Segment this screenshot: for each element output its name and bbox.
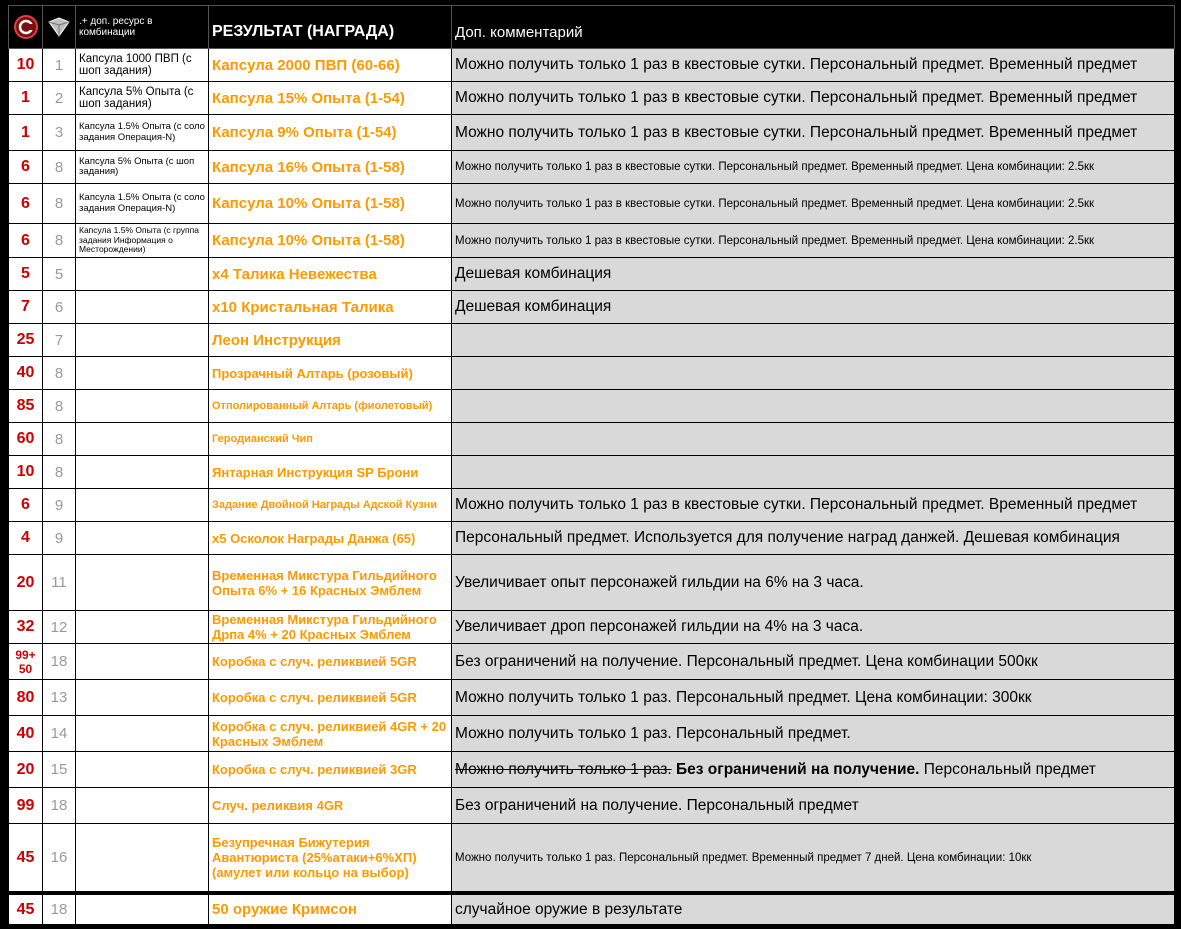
comment: Можно получить только 1 раз в квестовые сутки. Персональный предмет. Временный предмет xyxy=(452,115,1175,151)
result-item: Задание Двойной Награды Адской Кузни xyxy=(209,489,452,522)
extra-resource: Капсула 5% Опыта (с шоп задания) xyxy=(76,82,209,115)
comment: Персональный предмет. Используется для получение наград данжей. Дешевая комбинация xyxy=(452,522,1175,555)
result-item: Капсула 15% Опыта (1-54) xyxy=(209,82,452,115)
crimson-count: 40 xyxy=(9,716,43,752)
result-item: 50 оружие Кримсон xyxy=(209,895,452,925)
table-row xyxy=(9,716,1175,752)
comment: Без ограничений на получение. Персональный предмет. Цена комбинации 500кк xyxy=(452,644,1175,680)
table-row xyxy=(9,224,1175,258)
crimson-count: 99 xyxy=(9,788,43,824)
crystal-count: 7 xyxy=(43,324,76,357)
crimson-count: 20 xyxy=(9,752,43,788)
comment: Дешевая комбинация xyxy=(452,291,1175,324)
result-item: x5 Осколок Награды Данжа (65) xyxy=(209,522,452,555)
extra-resource xyxy=(76,456,209,489)
comment: Можно получить только 1 раз. Персональный предмет. xyxy=(452,716,1175,752)
crimson-count: 6 xyxy=(9,224,43,258)
extra-resource xyxy=(76,423,209,456)
result-item: Янтарная Инструкция SP Брони xyxy=(209,456,452,489)
extra-resource xyxy=(76,752,209,788)
result-item: Капсула 2000 ПВП (60-66) xyxy=(209,49,452,82)
extra-resource xyxy=(76,644,209,680)
extra-resource xyxy=(76,258,209,291)
table-row xyxy=(9,680,1175,716)
crimson-count-main: 99+ xyxy=(15,647,36,662)
comment-bold: Без ограничений на получение. xyxy=(671,760,920,778)
extra-resource xyxy=(76,357,209,390)
crystal-count: 14 xyxy=(43,716,76,752)
crimson-count: 60 xyxy=(9,423,43,456)
result-item: Временная Микстура Гильдийного Опыта 6% + 16 Красных Эмблем xyxy=(209,555,452,611)
extra-resource xyxy=(76,716,209,752)
crimson-count: 6 xyxy=(9,151,43,184)
crimson-count: 25 xyxy=(9,324,43,357)
crimson-count-extra: 50 xyxy=(18,661,33,676)
table-row xyxy=(9,555,1175,611)
table-row xyxy=(9,82,1175,115)
result-item: Капсула 10% Опыта (1-58) xyxy=(209,224,452,258)
header-row xyxy=(9,6,1175,49)
crimson-count: 45 xyxy=(9,824,43,892)
table-row xyxy=(9,324,1175,357)
crystal-count: 16 xyxy=(43,824,76,892)
header-comment: Доп. комментарий xyxy=(452,6,1175,49)
table-row xyxy=(9,895,1175,925)
header-crimson-cell xyxy=(9,6,43,49)
extra-resource: Капсула 1.5% Опыта (с соло задания Операция-N) xyxy=(76,115,209,151)
result-item: x10 Кристальная Талика xyxy=(209,291,452,324)
table-row xyxy=(9,423,1175,456)
crystal-count: 1 xyxy=(43,49,76,82)
comment: Без ограничений на получение. Персональный предмет xyxy=(452,788,1175,824)
header-crystal-cell xyxy=(43,6,76,49)
result-item: Коробка с случ. реликвией 4GR + 20 Красных Эмблем xyxy=(209,716,452,752)
crystal-count: 15 xyxy=(43,752,76,788)
extra-resource xyxy=(76,291,209,324)
comment-rest: Персональный предмет xyxy=(919,760,1096,778)
comment: Увеличивает дроп персонажей гильдии на 4% на 3 часа. xyxy=(452,611,1175,644)
table-row xyxy=(9,788,1175,824)
crimson-count: 1 xyxy=(9,82,43,115)
extra-resource: Капсула 1000 ПВП (с шоп задания) xyxy=(76,49,209,82)
extra-resource xyxy=(76,824,209,892)
table-row xyxy=(9,611,1175,644)
extra-resource xyxy=(76,555,209,611)
table-row xyxy=(9,456,1175,489)
crystal-count: 3 xyxy=(43,115,76,151)
extra-resource: Капсула 1.5% Опыта (с соло задания Операция-N) xyxy=(76,184,209,224)
crimson-count: 7 xyxy=(9,291,43,324)
table-row xyxy=(9,115,1175,151)
comment: Можно получить только 1 раз в квестовые сутки. Персональный предмет. Временный предмет xyxy=(452,49,1175,82)
header-result: РЕЗУЛЬТАТ (НАГРАДА) xyxy=(209,6,452,49)
crystal-count: 18 xyxy=(43,895,76,925)
crystal-count: 11 xyxy=(43,555,76,611)
extra-resource xyxy=(76,680,209,716)
crystal-count: 8 xyxy=(43,456,76,489)
extra-resource xyxy=(76,895,209,925)
comment: Увеличивает опыт персонажей гильдии на 6% на 3 часа. xyxy=(452,555,1175,611)
crimson-count: 4 xyxy=(9,522,43,555)
crimson-count: 20 xyxy=(9,555,43,611)
result-item: Капсула 10% Опыта (1-58) xyxy=(209,184,452,224)
crystal-count: 8 xyxy=(43,357,76,390)
extra-resource: Капсула 5% Опыта (с шоп задания) xyxy=(76,151,209,184)
combination-table xyxy=(8,5,1175,925)
table-row xyxy=(9,824,1175,892)
result-item: Прозрачный Алтарь (розовый) xyxy=(209,357,452,390)
comment xyxy=(452,752,1175,788)
crystal-count: 8 xyxy=(43,390,76,423)
crimson-count: 40 xyxy=(9,357,43,390)
crystal-count: 8 xyxy=(43,184,76,224)
table-row xyxy=(9,489,1175,522)
comment: Дешевая комбинация xyxy=(452,258,1175,291)
crystal-count: 5 xyxy=(43,258,76,291)
result-item: Безупречная Бижутерия Авантюриста (25%атаки+6%ХП)(амулет или кольцо на выбор) xyxy=(209,824,452,892)
comment xyxy=(452,390,1175,423)
crystal-icon xyxy=(46,16,72,38)
extra-resource xyxy=(76,390,209,423)
crimson-count: 6 xyxy=(9,184,43,224)
crimson-count: 10 xyxy=(9,456,43,489)
extra-resource xyxy=(76,324,209,357)
result-item: Геродианский Чип xyxy=(209,423,452,456)
crimson-count: 1 xyxy=(9,115,43,151)
comment-struck: Можно получить только 1 раз. xyxy=(455,760,672,778)
comment: Можно получить только 1 раз. Персональный предмет. Временный предмет 7 дней. Цена комбинации: 10кк xyxy=(452,824,1175,892)
comment: Можно получить только 1 раз в квестовые сутки. Персональный предмет. Временный предмет xyxy=(452,82,1175,115)
comment: Можно получить только 1 раз в квестовые сутки. Персональный предмет. Временный предмет. Цена комбинации: 2.5кк xyxy=(452,151,1175,184)
comment: Можно получить только 1 раз. Персональный предмет. Цена комбинации: 300кк xyxy=(452,680,1175,716)
result-item: Случ. реликвия 4GR xyxy=(209,788,452,824)
result-item: Леон Инструкция xyxy=(209,324,452,357)
crystal-count: 12 xyxy=(43,611,76,644)
crystal-count: 8 xyxy=(43,151,76,184)
result-item: Коробка с случ. реликвией 3GR xyxy=(209,752,452,788)
crimson-count xyxy=(9,644,43,680)
table-row xyxy=(9,184,1175,224)
comment: Можно получить только 1 раз в квестовые сутки. Персональный предмет. Временный предмет xyxy=(452,489,1175,522)
extra-resource xyxy=(76,522,209,555)
result-item: Временная Микстура Гильдийного Дрпа 4% + 20 Красных Эмблем xyxy=(209,611,452,644)
table-row xyxy=(9,291,1175,324)
result-item: x4 Талика Невежества xyxy=(209,258,452,291)
crystal-count: 13 xyxy=(43,680,76,716)
crimson-count: 85 xyxy=(9,390,43,423)
table-row xyxy=(9,644,1175,680)
table-row xyxy=(9,151,1175,184)
crimson-emblem-icon xyxy=(13,14,39,40)
crystal-count: 9 xyxy=(43,522,76,555)
crystal-count: 6 xyxy=(43,291,76,324)
result-item: Отполированный Алтарь (фиолетовый) xyxy=(209,390,452,423)
extra-resource: Капсула 1.5% Опыта (с группа задания Информация о Месторождении) xyxy=(76,224,209,258)
comment: Можно получить только 1 раз в квестовые сутки. Персональный предмет. Временный предмет. Цена комбинации: 2.5кк xyxy=(452,224,1175,258)
extra-resource xyxy=(76,788,209,824)
crimson-count: 45 xyxy=(9,895,43,925)
table-row xyxy=(9,390,1175,423)
result-item: Коробка с случ. реликвией 5GR xyxy=(209,644,452,680)
table-row xyxy=(9,49,1175,82)
crystal-count: 18 xyxy=(43,788,76,824)
crystal-count: 18 xyxy=(43,644,76,680)
table-row xyxy=(9,522,1175,555)
crystal-count: 8 xyxy=(43,423,76,456)
crystal-count: 9 xyxy=(43,489,76,522)
extra-resource xyxy=(76,489,209,522)
crimson-count: 6 xyxy=(9,489,43,522)
crystal-count: 2 xyxy=(43,82,76,115)
extra-resource xyxy=(76,611,209,644)
crimson-count: 32 xyxy=(9,611,43,644)
comment: случайное оружие в результате xyxy=(452,895,1175,925)
table-row xyxy=(9,752,1175,788)
result-item: Капсула 16% Опыта (1-58) xyxy=(209,151,452,184)
comment xyxy=(452,423,1175,456)
crimson-count: 10 xyxy=(9,49,43,82)
crystal-count: 8 xyxy=(43,224,76,258)
comment xyxy=(452,324,1175,357)
comment xyxy=(452,456,1175,489)
result-item: Коробка с случ. реликвией 5GR xyxy=(209,680,452,716)
comment xyxy=(452,357,1175,390)
comment: Можно получить только 1 раз в квестовые сутки. Персональный предмет. Временный предмет. Цена комбинации: 2.5кк xyxy=(452,184,1175,224)
crimson-count: 80 xyxy=(9,680,43,716)
header-additional: .+ доп. ресурс в комбинации xyxy=(76,6,209,49)
table-row xyxy=(9,357,1175,390)
result-item: Капсула 9% Опыта (1-54) xyxy=(209,115,452,151)
table-row xyxy=(9,258,1175,291)
crimson-count: 5 xyxy=(9,258,43,291)
